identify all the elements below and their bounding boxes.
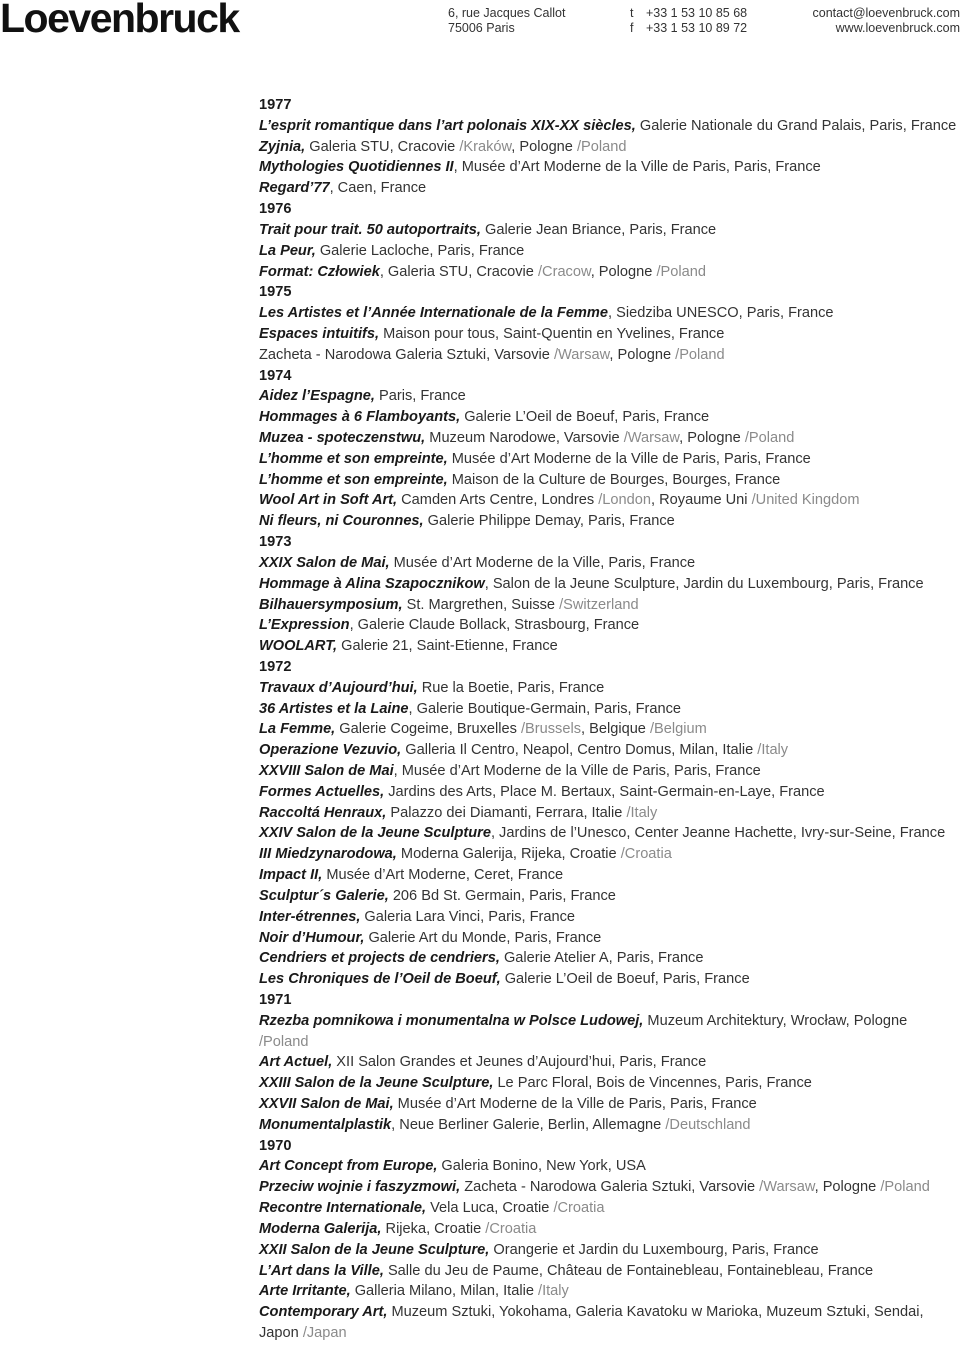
exhibition-entry: [259, 345, 960, 366]
exhibition-entry: [259, 1156, 960, 1177]
exhibition-details: , Jardins de l’Unesco, Center Jeanne Hachette, Ivry-sur-Seine, France: [490, 825, 946, 842]
exhibition-title: Bilhauersymposium,: [259, 596, 403, 613]
exhibition-entry: [259, 740, 960, 761]
year-heading: 1974: [259, 367, 292, 384]
exhibition-title: Travaux d’Aujourd’hui,: [259, 679, 418, 696]
address-line-1: 6, rue Jacques Callot: [448, 6, 566, 20]
exhibition-entry: [259, 157, 960, 178]
address-line-2: 75006 Paris: [448, 21, 515, 35]
exhibition-title: XXVII Salon de Mai,: [259, 1096, 394, 1112]
exhibition-entry: [259, 137, 960, 158]
exhibition-entry: [259, 1115, 960, 1136]
gallery-address: [448, 6, 565, 36]
exhibition-entry: [259, 1052, 960, 1073]
translated-place: /Warsaw: [553, 346, 610, 363]
year-heading: 1977: [259, 97, 292, 113]
exhibition-entry: [259, 1073, 960, 1094]
exhibition-details: Galeria Lara Vinci, Paris, France: [360, 908, 576, 925]
exhibition-entry: [259, 678, 960, 699]
exhibition-details: , Galerie Boutique-Germain, Paris, France: [408, 700, 682, 717]
exhibition-title: Trait pour trait. 50 autoportraits,: [259, 221, 481, 238]
exhibition-title: XXII Salon de la Jeune Sculpture,: [259, 1241, 490, 1258]
exhibition-title: L’esprit romantique dans l’art polonais XIX-XX siècles,: [259, 117, 636, 134]
translated-place: /Switzerland: [559, 596, 639, 613]
exhibition-details: Galeria Bonino, New York, USA: [437, 1158, 646, 1175]
exhibition-entry: [259, 823, 960, 844]
exhibition-details: Camden Arts Centre, Londres: [397, 492, 599, 509]
exhibition-title: Wool Art in Soft Art,: [259, 492, 398, 509]
translated-place: /United Kingdom: [751, 492, 860, 509]
exhibition-entry: [259, 449, 960, 470]
exhibition-title: XXIII Salon de la Jeune Sculpture,: [259, 1075, 494, 1092]
exhibition-title: Recontre Internationale,: [259, 1200, 427, 1217]
exhibition-entry: [259, 1281, 960, 1302]
exhibition-title: Aidez l’Espagne,: [259, 388, 375, 405]
exhibition-entry: [259, 782, 960, 803]
exhibition-details: Galerie Philippe Demay, Paris, France: [423, 513, 675, 530]
exhibition-entry: [259, 220, 960, 241]
exhibition-details: , Royaume Uni: [651, 492, 752, 509]
exhibition-details: 206 Bd St. Germain, Paris, France: [388, 887, 616, 904]
translated-place: /Italy: [626, 804, 658, 821]
exhibition-entry: [259, 1011, 960, 1053]
exhibition-title: Operazione Vezuvio,: [259, 742, 402, 759]
translated-place: /Croatia: [553, 1200, 605, 1217]
exhibition-title: Espaces intuitifs,: [259, 325, 380, 342]
exhibition-details: , Galerie Claude Bollack, Strasbourg, France: [349, 617, 640, 634]
exhibition-details: Moderna Galerija, Rijeka, Croatie: [396, 846, 621, 863]
exhibition-details: , Salon de la Jeune Sculpture, Jardin du Luxembourg, Paris, France: [484, 575, 924, 592]
year-heading: 1975: [259, 284, 292, 301]
exhibition-entry: [259, 116, 960, 137]
gallery-phone: [630, 6, 747, 36]
exhibition-title: Inter-étrennes,: [259, 908, 361, 925]
exhibition-details: Palazzo dei Diamanti, Ferrara, Italie: [386, 804, 627, 821]
exhibition-title: Zyjnia,: [259, 138, 306, 155]
exhibition-title: La Femme,: [259, 721, 336, 738]
exhibition-entry: [259, 1177, 960, 1198]
exhibition-details: Musée d’Art Moderne de la Ville de Paris, Paris, France: [447, 450, 811, 467]
exhibition-entry: [259, 241, 960, 262]
exhibition-entry: [259, 803, 960, 824]
exhibition-details: Maison pour tous, Saint-Quentin en Yvelines, France: [379, 325, 725, 342]
exhibition-title: Muzea - spoteczenstwu,: [259, 430, 426, 446]
exhibition-entry: [259, 928, 960, 949]
exhibition-title: L’Art dans la Ville,: [259, 1262, 384, 1279]
exhibition-title: Rzezba pomnikowa i monumentalna w Polsce Ludowej,: [259, 1012, 644, 1029]
exhibition-details: Galeria STU, Cracovie: [305, 138, 460, 155]
exhibition-title: Monumentalplastik: [259, 1116, 392, 1133]
exhibition-entry: [259, 178, 960, 199]
exhibition-title: XXIV Salon de la Jeune Sculpture: [259, 825, 491, 842]
translated-place: /Italy: [538, 1283, 569, 1300]
exhibition-entry: [259, 595, 960, 616]
email-link[interactable]: contact@loevenbruck.com: [812, 6, 960, 20]
exhibition-details: Musée d’Art Moderne de la Ville, Paris, France: [389, 554, 696, 571]
year-heading: 1973: [259, 534, 292, 551]
exhibition-details: Muzeum Architektury, Wrocław, Pologne: [643, 1012, 908, 1029]
translated-place: /Warsaw: [759, 1179, 815, 1196]
exhibition-entry: [259, 907, 960, 928]
exhibition-title: Mythologies Quotidiennes II: [259, 159, 454, 176]
exhibition-entry: [259, 470, 960, 491]
exhibition-title: Przeciw wojnie i faszyzmowi,: [259, 1179, 461, 1196]
exhibition-details: Galerie Art du Monde, Paris, France: [364, 929, 602, 946]
translated-place: /Poland: [259, 1033, 309, 1050]
exhibition-details: , Pologne: [814, 1179, 881, 1196]
exhibition-details: , Musée d’Art Moderne de la Ville de Paris, Paris, France: [453, 159, 821, 176]
exhibition-entry: [259, 553, 960, 574]
page-header: [0, 0, 960, 50]
exhibition-entry: [259, 761, 960, 782]
exhibition-title: Moderna Galerija,: [259, 1220, 382, 1237]
exhibition-entry: [259, 615, 960, 636]
exhibition-title: Les Artistes et l’Année Internationale de la Femme: [259, 305, 609, 322]
exhibition-entry: [259, 490, 960, 511]
exhibition-details: , Neue Berliner Galerie, Berlin, Allemagne: [391, 1116, 666, 1133]
exhibition-details: Galerie Nationale du Grand Palais, Paris, France: [635, 117, 957, 134]
exhibition-title: Ni fleurs, ni Couronnes,: [259, 513, 424, 530]
exhibition-details: Galerie Jean Briance, Paris, France: [480, 221, 717, 238]
exhibition-title: Formes Actuelles,: [259, 783, 385, 800]
tel-number: +33 1 53 10 85 68: [646, 6, 748, 20]
year-heading: 1971: [259, 991, 292, 1008]
translated-place: /Belgium: [649, 721, 707, 738]
exhibition-title: Art Concept from Europe,: [259, 1158, 438, 1175]
exhibition-title: La Peur,: [259, 242, 316, 259]
fax-number: +33 1 53 10 89 72: [646, 21, 748, 35]
exhibition-details: St. Margrethen, Suisse: [402, 596, 560, 613]
exhibition-details: Galerie Lacloche, Paris, France: [315, 242, 525, 259]
exhibition-entry: [259, 262, 960, 283]
exhibition-details: , Caen, France: [329, 180, 427, 197]
gallery-contact: [813, 6, 960, 36]
exhibition-details: Galerie Cogeime, Bruxelles: [335, 721, 521, 738]
exhibition-details: Rue la Boetie, Paris, France: [417, 679, 605, 696]
exhibition-details: Galleria Il Centro, Neapol, Centro Domus, Milan, Italie: [401, 742, 758, 759]
exhibition-entry: [259, 1261, 960, 1282]
exhibition-details: Zacheta - Narodowa Galeria Sztuki, Varsovie: [259, 346, 554, 363]
exhibition-entry: [259, 511, 960, 532]
translated-place: /Poland: [656, 263, 706, 280]
tel-label: t: [630, 6, 634, 20]
exhibition-title: Format: Człowiek: [259, 263, 380, 280]
exhibition-entry: [259, 1240, 960, 1261]
exhibition-entry: [259, 574, 960, 595]
translated-place: /Cracow: [537, 263, 591, 280]
exhibition-title: 36 Artistes et la Laine: [259, 700, 409, 717]
exhibition-entry: [259, 428, 960, 449]
year-heading: 1970: [259, 1137, 292, 1154]
exhibition-entry: [259, 948, 960, 969]
exhibition-entry: [259, 636, 960, 657]
translated-place: /London: [598, 492, 652, 509]
translated-place: /Poland: [744, 430, 795, 446]
exhibition-title: Regard’77: [259, 180, 330, 197]
exhibition-title: Art Actuel,: [259, 1054, 333, 1071]
exhibition-details: Galerie L’Oeil de Boeuf, Paris, France: [500, 971, 750, 988]
exhibition-title: Arte Irritante,: [259, 1283, 351, 1300]
exhibition-details: Jardins des Arts, Place M. Bertaux, Saint-Germain-en-Laye, France: [384, 783, 825, 800]
translated-place: /Italy: [757, 742, 789, 759]
exhibition-entry: [259, 969, 960, 990]
exhibition-title: Cendriers et projects de cendriers,: [259, 950, 500, 967]
year-heading: 1976: [259, 201, 292, 218]
exhibition-entry: [259, 1219, 960, 1240]
fax-label: f: [630, 21, 634, 35]
translated-place: /Kraków: [459, 138, 512, 155]
exhibition-details: , Belgique: [581, 721, 650, 738]
exhibition-title: L’homme et son empreinte,: [259, 450, 448, 467]
exhibition-details: Musée d’Art Moderne de la Ville de Paris, Paris, France: [393, 1096, 757, 1112]
exhibition-details: , Pologne: [511, 138, 577, 155]
translated-place: /Brussels: [521, 721, 582, 738]
year-heading: 1972: [259, 658, 292, 675]
exhibition-details: Salle du Jeu de Paume, Château de Fontainebleau, Fontainebleau, France: [383, 1262, 874, 1279]
translated-place: /Poland: [675, 346, 725, 363]
exhibition-entry: [259, 1302, 960, 1344]
translated-place: /Poland: [576, 138, 627, 155]
exhibition-details: Galerie 21, Saint-Etienne, France: [337, 638, 558, 655]
exhibition-details: Musée d’Art Moderne, Ceret, France: [322, 867, 564, 884]
exhibition-details: , Musée d’Art Moderne de la Ville de Paris, Paris, France: [393, 763, 761, 779]
exhibition-title: Noir d’Humour,: [259, 929, 365, 946]
exhibition-title: Sculptur´s Galerie,: [259, 887, 389, 904]
exhibition-details: XII Salon Grandes et Jeunes d’Aujourd’hui, Paris, France: [332, 1054, 707, 1071]
translated-place: /Poland: [880, 1179, 930, 1196]
exhibition-entry: [259, 407, 960, 428]
exhibition-details: , Pologne: [679, 430, 745, 446]
exhibition-details: Zacheta - Narodowa Galeria Sztuki, Varsovie: [460, 1179, 760, 1196]
exhibition-details: Galerie Atelier A, Paris, France: [499, 950, 704, 967]
exhibition-details: , Galeria STU, Cracovie: [379, 263, 538, 280]
exhibition-details: , Pologne: [609, 346, 676, 363]
exhibition-entry: [259, 303, 960, 324]
exhibition-entry: [259, 1094, 960, 1115]
exhibition-title: III Miedzynarodowa,: [259, 846, 397, 863]
exhibition-details: Paris, France: [374, 388, 466, 405]
exhibition-entry: [259, 699, 960, 720]
exhibition-title: L’Expression: [259, 617, 350, 634]
exhibition-title: Les Chroniques de l’Oeil de Boeuf,: [259, 971, 501, 988]
exhibition-entry: [259, 865, 960, 886]
exhibition-entry: [259, 324, 960, 345]
exhibition-title: WOOLART,: [259, 638, 338, 655]
exhibition-list: [259, 95, 960, 1344]
exhibition-entry: [259, 844, 960, 865]
exhibition-title: Raccoltá Henraux,: [259, 804, 387, 821]
exhibition-details: Muzeum Sztuki, Yokohama, Galeria Kavatoku w Marioka, Muzeum Sztuki, Sendai, Japon: [259, 1304, 924, 1341]
exhibition-title: XXIX Salon de Mai,: [259, 554, 390, 571]
exhibition-details: , Pologne: [590, 263, 657, 280]
exhibition-title: Hommage à Alina Szapocznikow: [259, 575, 485, 592]
exhibition-title: Hommages à 6 Flamboyants,: [259, 409, 461, 426]
translated-place: /Warsaw: [623, 430, 680, 446]
exhibition-entry: [259, 1198, 960, 1219]
exhibition-entry: [259, 886, 960, 907]
exhibition-details: Vela Luca, Croatie: [426, 1200, 554, 1217]
exhibition-title: Contemporary Art,: [259, 1304, 388, 1321]
exhibition-title: L’homme et son empreinte,: [259, 471, 448, 488]
translated-place: /Croatia: [620, 846, 672, 863]
translated-place: /Deutschland: [665, 1116, 751, 1133]
gallery-logo: Loevenbruck: [0, 0, 239, 41]
exhibition-details: Le Parc Floral, Bois de Vincennes, Paris, France: [493, 1075, 812, 1092]
translated-place: /Croatia: [485, 1220, 537, 1237]
exhibition-title: Impact II,: [259, 867, 323, 884]
exhibition-entry: [259, 719, 960, 740]
exhibition-details: Galleria Milano, Milan, Italie: [350, 1283, 539, 1300]
exhibition-entry: [259, 386, 960, 407]
exhibition-title: XXVIII Salon de Mai: [259, 763, 394, 779]
website-link[interactable]: www.loevenbruck.com: [835, 21, 960, 35]
exhibition-details: Maison de la Culture de Bourges, Bourges, France: [447, 471, 781, 488]
exhibition-details: Rijeka, Croatie: [381, 1220, 486, 1237]
exhibition-details: Galerie L’Oeil de Boeuf, Paris, France: [460, 409, 710, 426]
exhibition-details: Orangerie et Jardin du Luxembourg, Paris, France: [489, 1241, 819, 1258]
exhibition-details: , Siedziba UNESCO, Paris, France: [608, 305, 834, 322]
exhibition-details: Muzeum Narodowe, Varsovie: [425, 430, 624, 446]
translated-place: /Japan: [302, 1324, 347, 1341]
